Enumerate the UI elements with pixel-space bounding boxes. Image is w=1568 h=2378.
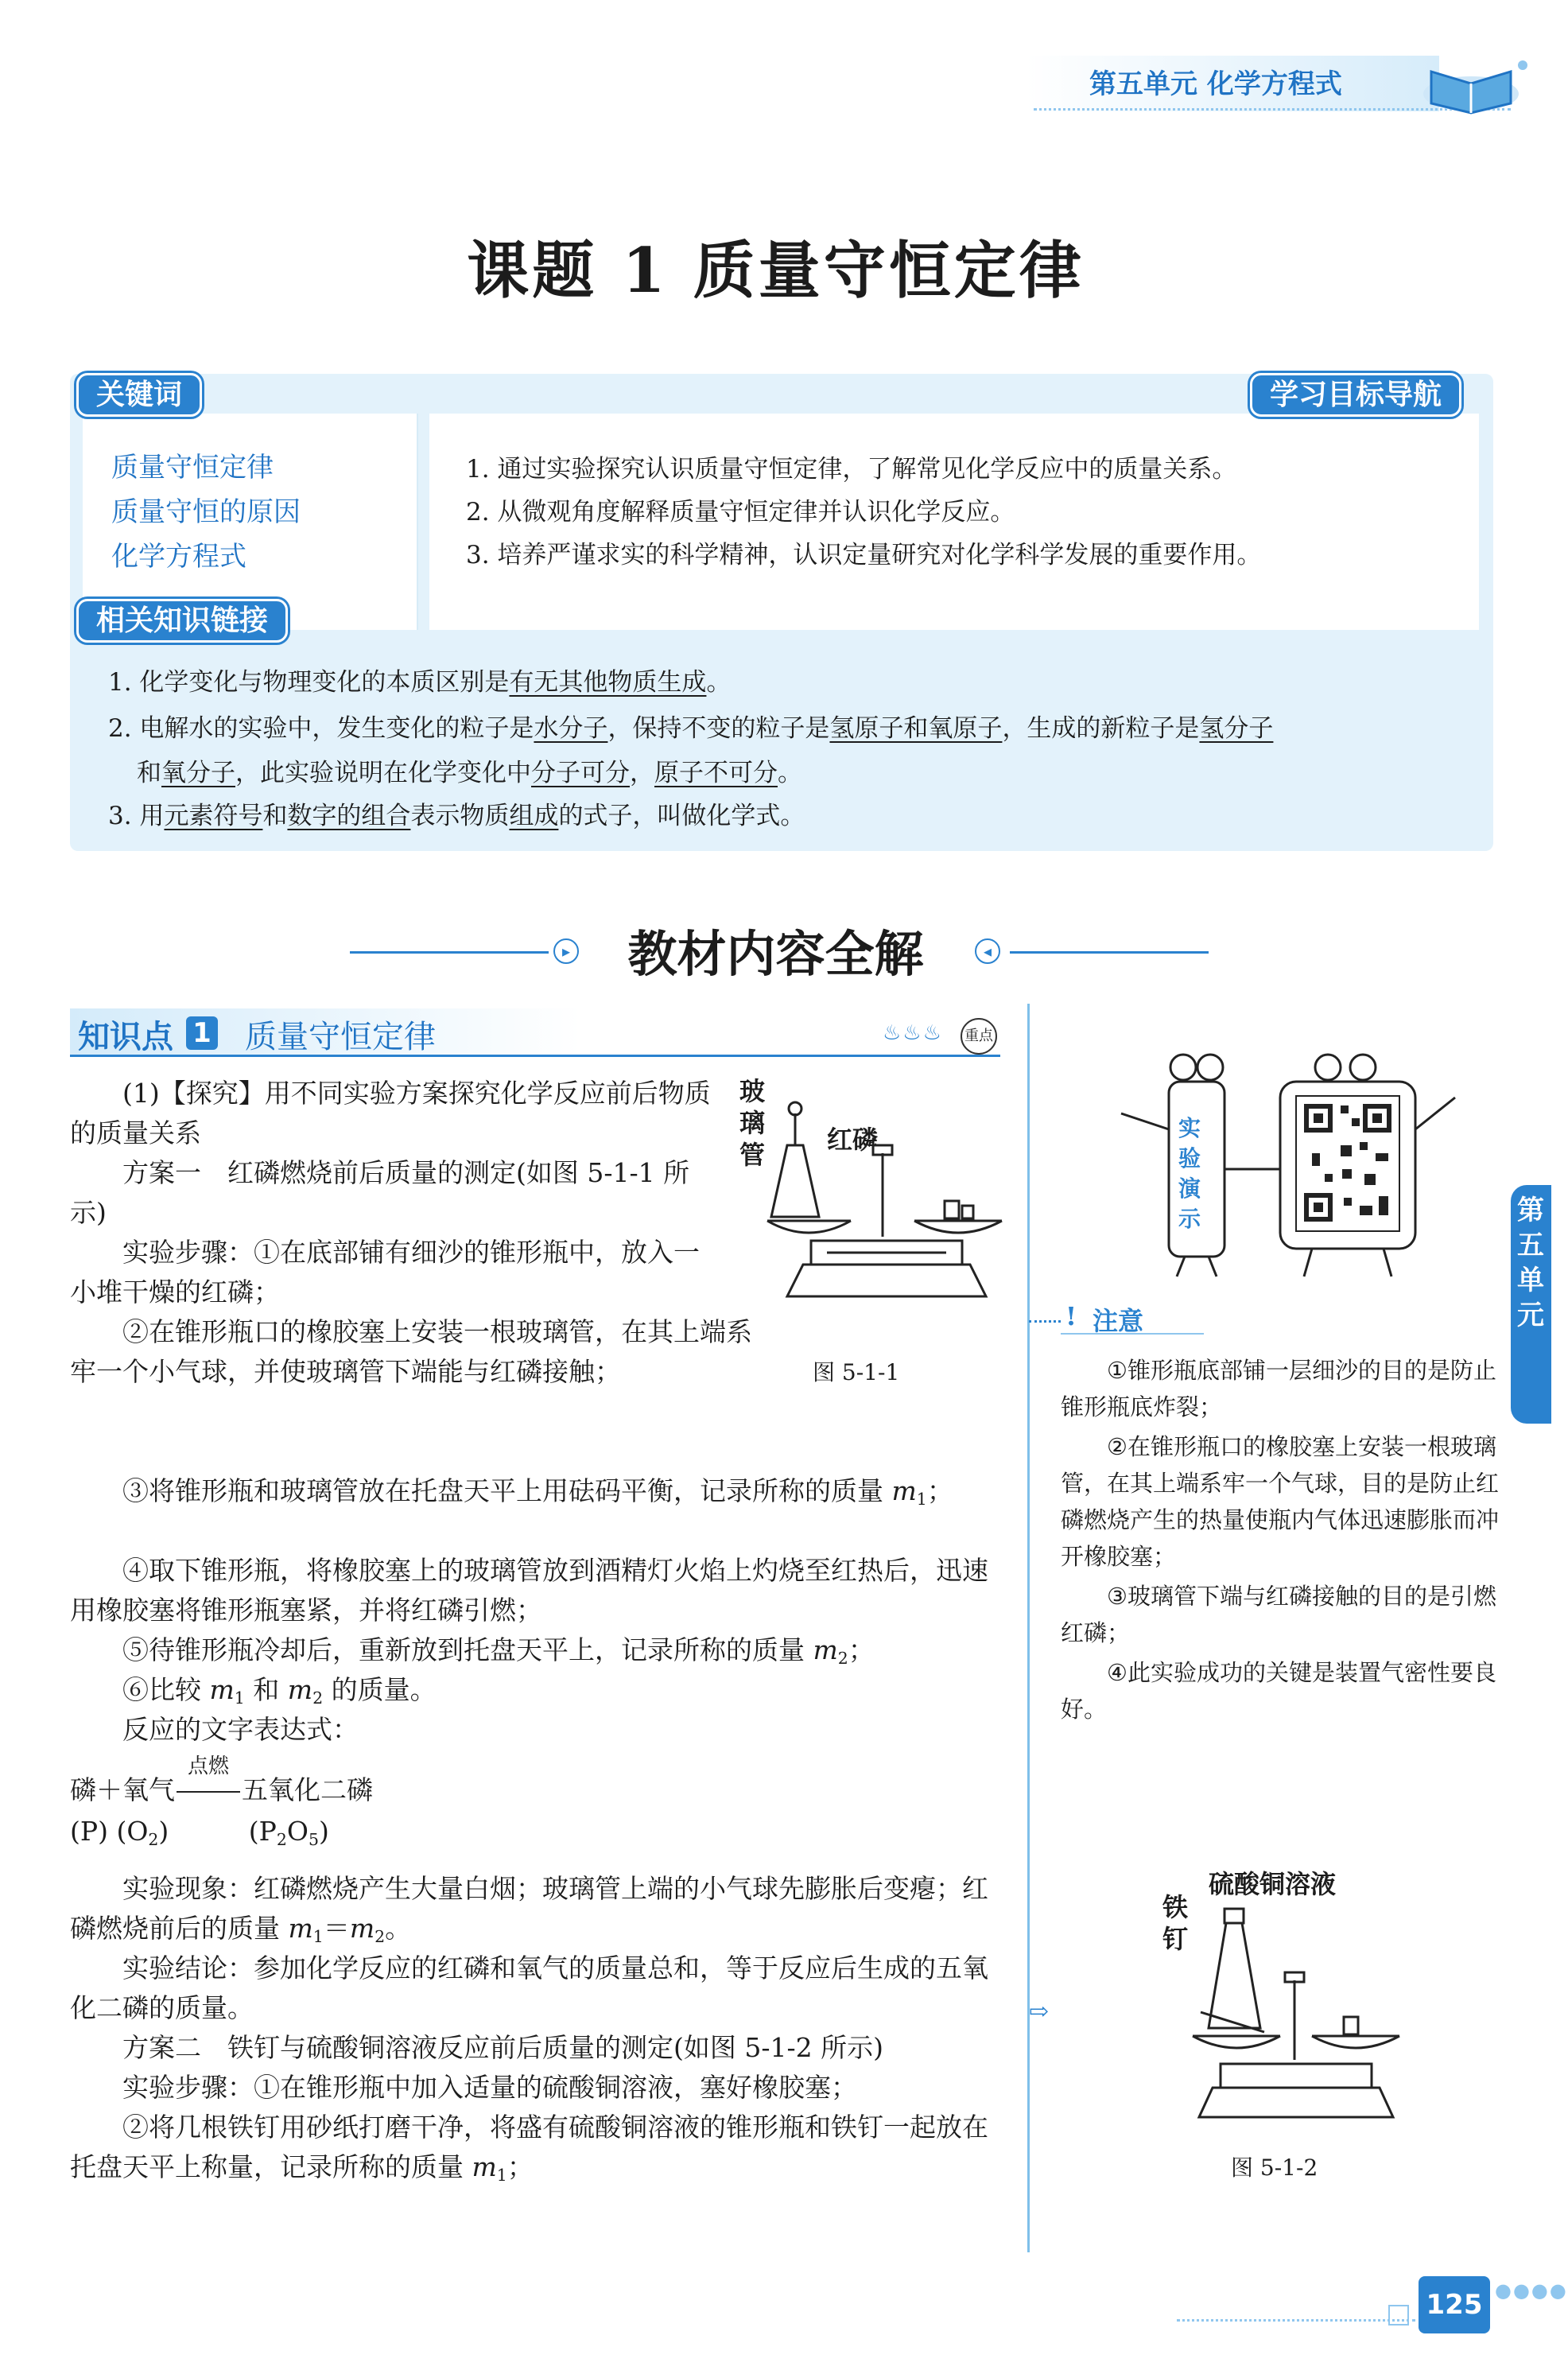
related-item-2: 2. 电解水的实验中，发生变化的粒子是水分子，保持不变的粒子是氢原子和氧原子，生成的新粒子是氢分子 和氧分子，此实验说明在化学变化中分子可分，原子不可分。 bbox=[108, 714, 1274, 787]
arrow-left-icon: ◂ bbox=[975, 938, 1000, 964]
body-paragraph: 实验步骤：①在锥形瓶中加入适量的硫酸铜溶液，塞好橡胶塞； bbox=[122, 2072, 857, 2103]
body-paragraph: 方案一 红磷燃烧前后质量的测定(如图 5-1-1 所示) bbox=[70, 1157, 690, 1228]
figure2-caption: 图 5-1-2 bbox=[1231, 2155, 1318, 2181]
body-paragraph: ②在锥形瓶口的橡胶塞上安装一根玻璃管，在其上端系牢一个小气球，并使玻璃管下端能与红磷接触； bbox=[70, 1316, 752, 1387]
balance-red-phosphorus-figure bbox=[763, 1098, 1018, 1312]
body-paragraph: 实验步骤：①在底部铺有细沙的锥形瓶中，放入一小堆干燥的红磷； bbox=[70, 1237, 700, 1308]
note-item: ②在锥形瓶口的橡胶塞上安装一根玻璃管，在其上端系牢一个气球，目的是防止红磷燃烧产生的热量使瓶内气体迅速膨胀而冲开橡胶塞； bbox=[1061, 1433, 1500, 1570]
exclamation-icon: ! bbox=[1065, 1301, 1077, 1331]
knowledge-point-title: 质量守恒定律 bbox=[245, 1019, 436, 1055]
section-title: 教材内容全解 bbox=[627, 925, 924, 983]
figure2-label-nail: 铁钉 bbox=[1162, 1892, 1189, 1954]
figure2-label-solution: 硫酸铜溶液 bbox=[1209, 1869, 1337, 1899]
lesson-title: 课题 1 质量守恒定律 bbox=[467, 235, 1085, 307]
related-item-1: 1. 化学变化与物理变化的本质区别是有无其他物质生成。 bbox=[108, 668, 732, 697]
symbol-line: (P) $(O_2)$ $(P_2O_5)$ bbox=[70, 1816, 329, 1849]
body-paragraph: ⑥比较 $m_1$ 和 $m_2$ 的质量。 bbox=[122, 1674, 437, 1708]
qr-code-icon bbox=[1296, 1096, 1399, 1231]
figure1-label-phosphorus: 红磷 bbox=[827, 1125, 879, 1155]
page-number: 125 bbox=[1419, 2276, 1490, 2333]
knowledge-point-label: 知识点 bbox=[78, 1019, 173, 1055]
unit-title: 第五单元 化学方程式 bbox=[1089, 68, 1342, 100]
body-paragraph: ⑤待锥形瓶冷却后，重新放到托盘天平上，记录所称的质量 $m_2$； bbox=[122, 1634, 875, 1668]
balance-iron-nail-figure bbox=[1185, 1909, 1407, 2131]
section-rule-right bbox=[1010, 951, 1209, 954]
goal-item: 1. 通过实验探究认识质量守恒定律，了解常见化学反应中的质量关系。 bbox=[466, 455, 1237, 484]
note-item: ①锥形瓶底部铺一层细沙的目的是防止锥形瓶底炸裂； bbox=[1061, 1357, 1496, 1420]
unit-side-tab-text: 第五单元 bbox=[1517, 1195, 1544, 1331]
knowledge-point-number: 1 bbox=[186, 1016, 218, 1050]
note-heading: 注意 bbox=[1093, 1306, 1144, 1336]
related-item-3: 3. 用元素符号和数字的组合表示物质组成的式子，叫做化学式。 bbox=[108, 802, 805, 830]
keyword-item: 质量守恒的原因 bbox=[111, 496, 301, 528]
column-divider bbox=[1027, 1004, 1030, 2252]
related-tag: 相关知识链接 bbox=[76, 598, 288, 639]
arrow-right-icon: ▸ bbox=[553, 938, 579, 964]
goal-item: 2. 从微观角度解释质量守恒定律并认识化学反应。 bbox=[466, 498, 1015, 527]
body-paragraph: ④取下锥形瓶，将橡胶塞上的玻璃管放到酒精灯火焰上灼烧至红热后，迅速用橡胶塞将锥形瓶塞紧，并将红磷引燃； bbox=[70, 1555, 988, 1626]
arrow-right-icon: ⇨ bbox=[1029, 1998, 1050, 2026]
goal-item: 3. 培养严谨求实的科学精神，认识定量研究对化学科学发展的重要作用。 bbox=[466, 541, 1262, 569]
body-paragraph: ②将几根铁钉用砂纸打磨干净，将盛有硫酸铜溶液的锥形瓶和铁钉一起放在托盘天平上称量，记录所称的质量 $m_1$； bbox=[70, 2112, 988, 2185]
note-item: ④此实验成功的关键是装置气密性要良好。 bbox=[1061, 1659, 1496, 1723]
goals-tag: 学习目标导航 bbox=[1250, 372, 1461, 413]
body-paragraph: 反应的文字表达式： bbox=[122, 1714, 359, 1745]
footer-square-icon bbox=[1388, 2305, 1409, 2326]
body-paragraph: (1)【探究】用不同实验方案探究化学反应前后物质的质量关系 bbox=[70, 1078, 711, 1148]
footer-rule bbox=[1177, 2319, 1415, 2322]
book-logo-icon bbox=[1407, 48, 1543, 119]
experiment-video-mascot bbox=[1089, 1050, 1463, 1280]
video-demo-label[interactable]: 实验演示 bbox=[1178, 1115, 1201, 1232]
word-equation: 磷＋氧气 点燃 五氧化二磷 bbox=[70, 1754, 373, 1805]
keywords-tag: 关键词 bbox=[76, 372, 202, 413]
note-rule bbox=[1061, 1333, 1204, 1335]
body-paragraph: 实验现象：红磷燃烧产生大量白烟；玻璃管上端的小气球先膨胀后变瘪；红磷燃烧前后的质量 $m_1=m_2$。 bbox=[70, 1873, 988, 1946]
note-item: ③玻璃管下端与红磷接触的目的是引燃红磷； bbox=[1061, 1583, 1496, 1646]
key-point-badge: 重点 bbox=[961, 1018, 997, 1055]
keyword-item: 化学方程式 bbox=[111, 541, 246, 573]
figure1-caption: 图 5-1-1 bbox=[813, 1359, 900, 1385]
note-connector bbox=[1029, 1320, 1061, 1323]
body-paragraph: 实验结论：参加化学反应的红磷和氧气的质量总和，等于反应后生成的五氧化二磷的质量。 bbox=[70, 1953, 988, 2023]
body-paragraph: ③将锥形瓶和玻璃管放在托盘天平上用砝码平衡，记录所称的质量 $m_1$； bbox=[122, 1475, 953, 1509]
figure1-label-tube: 玻璃管 bbox=[739, 1076, 766, 1170]
body-paragraph: 方案二 铁钉与硫酸铜溶液反应前后质量的测定(如图 5-1-2 所示) bbox=[122, 2032, 884, 2063]
keyword-item: 质量守恒定律 bbox=[111, 452, 274, 484]
footer-dots-icon: ●●●● bbox=[1495, 2279, 1568, 2302]
difficulty-flame-icon: ♨♨♨ bbox=[883, 1021, 943, 1045]
